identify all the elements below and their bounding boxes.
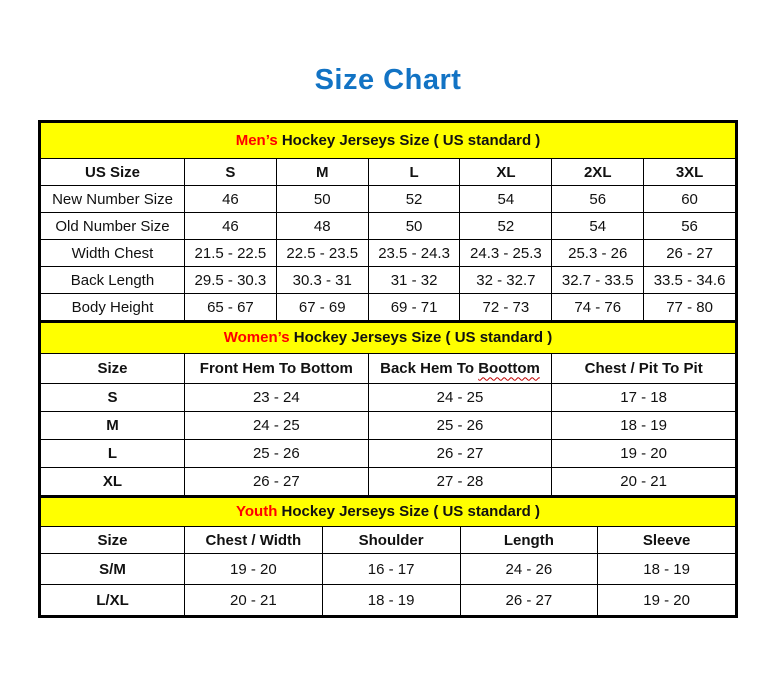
size-value-cell: 23 - 24 bbox=[185, 383, 369, 411]
size-value-cell: 48 bbox=[276, 213, 368, 240]
size-value-cell: 26 - 27 bbox=[460, 585, 598, 616]
column-header-front-hem-to-bottom: Front Hem To Bottom bbox=[185, 353, 369, 383]
size-value-cell: 30.3 - 31 bbox=[276, 267, 368, 294]
womens-row-xl bbox=[41, 467, 736, 495]
size-value-cell: 24 - 25 bbox=[368, 383, 552, 411]
youth-band-row bbox=[41, 497, 736, 527]
mens-row-old-number-size bbox=[41, 213, 736, 240]
womens-band-highlight: Women’s bbox=[223, 329, 290, 347]
size-value-cell: 50 bbox=[276, 186, 368, 213]
size-value-cell: 32 - 32.7 bbox=[460, 267, 552, 294]
mens-band-title bbox=[41, 123, 736, 159]
youth-size-table bbox=[40, 496, 736, 617]
size-value-cell: 33.5 - 34.6 bbox=[644, 267, 736, 294]
row-label-cell: L bbox=[41, 439, 185, 467]
size-tables-container bbox=[38, 120, 738, 618]
youth-row-s-m bbox=[41, 554, 736, 585]
size-value-cell: 77 - 80 bbox=[644, 294, 736, 321]
mens-row-width-chest bbox=[41, 240, 736, 267]
womens-band-title bbox=[41, 322, 736, 353]
womens-row-s bbox=[41, 383, 736, 411]
size-value-cell: 56 bbox=[644, 213, 736, 240]
misspelled-word: Boottom bbox=[478, 359, 540, 377]
size-value-cell: 17 - 18 bbox=[552, 383, 736, 411]
size-value-cell: 50 bbox=[368, 213, 460, 240]
column-header-xl: XL bbox=[460, 159, 552, 186]
womens-header-row bbox=[41, 353, 736, 383]
womens-band-row bbox=[41, 322, 736, 353]
row-label-cell: S bbox=[41, 383, 185, 411]
row-label-cell: Old Number Size bbox=[41, 213, 185, 240]
size-value-cell: 24 - 25 bbox=[185, 411, 369, 439]
column-header-sleeve: Sleeve bbox=[598, 527, 736, 554]
size-value-cell: 23.5 - 24.3 bbox=[368, 240, 460, 267]
size-value-cell: 20 - 21 bbox=[185, 585, 323, 616]
womens-size-table bbox=[40, 321, 736, 496]
size-value-cell: 19 - 20 bbox=[598, 585, 736, 616]
mens-row-new-number-size bbox=[41, 186, 736, 213]
row-label-cell: S/M bbox=[41, 554, 185, 585]
womens-row-l bbox=[41, 439, 736, 467]
mens-size-table bbox=[40, 122, 736, 321]
row-label-cell: XL bbox=[41, 467, 185, 495]
column-header-2xl: 2XL bbox=[552, 159, 644, 186]
row-label-cell: Body Height bbox=[41, 294, 185, 321]
size-value-cell: 26 - 27 bbox=[185, 467, 369, 495]
size-value-cell: 20 - 21 bbox=[552, 467, 736, 495]
size-value-cell: 18 - 19 bbox=[598, 554, 736, 585]
mens-band-highlight: Men’s bbox=[235, 132, 278, 149]
column-header-size: Size bbox=[41, 527, 185, 554]
size-value-cell: 56 bbox=[552, 186, 644, 213]
column-header-length: Length bbox=[460, 527, 598, 554]
youth-band-title bbox=[41, 497, 736, 527]
row-label-cell: Back Length bbox=[41, 267, 185, 294]
size-value-cell: 67 - 69 bbox=[276, 294, 368, 321]
size-value-cell: 54 bbox=[552, 213, 644, 240]
column-header-m: M bbox=[276, 159, 368, 186]
size-value-cell: 25.3 - 26 bbox=[552, 240, 644, 267]
mens-band-text: Hockey Jerseys Size ( US standard ) bbox=[277, 132, 541, 149]
size-value-cell: 16 - 17 bbox=[322, 554, 460, 585]
row-label-cell: M bbox=[41, 411, 185, 439]
size-value-cell: 24.3 - 25.3 bbox=[460, 240, 552, 267]
size-value-cell: 32.7 - 33.5 bbox=[552, 267, 644, 294]
size-value-cell: 24 - 26 bbox=[460, 554, 598, 585]
column-header-chest-width: Chest / Width bbox=[185, 527, 323, 554]
womens-row-m bbox=[41, 411, 736, 439]
youth-band-text: Hockey Jerseys Size ( US standard ) bbox=[277, 503, 540, 521]
size-value-cell: 46 bbox=[185, 186, 277, 213]
column-header-back-hem-to-boottom: Back Hem To Boottom bbox=[368, 353, 552, 383]
size-value-cell: 72 - 73 bbox=[460, 294, 552, 321]
size-value-cell: 74 - 76 bbox=[552, 294, 644, 321]
youth-header-row bbox=[41, 527, 736, 554]
size-value-cell: 31 - 32 bbox=[368, 267, 460, 294]
size-value-cell: 69 - 71 bbox=[368, 294, 460, 321]
size-value-cell: 27 - 28 bbox=[368, 467, 552, 495]
size-value-cell: 25 - 26 bbox=[368, 411, 552, 439]
size-value-cell: 52 bbox=[460, 213, 552, 240]
size-value-cell: 22.5 - 23.5 bbox=[276, 240, 368, 267]
size-value-cell: 18 - 19 bbox=[322, 585, 460, 616]
size-value-cell: 21.5 - 22.5 bbox=[185, 240, 277, 267]
size-value-cell: 18 - 19 bbox=[552, 411, 736, 439]
size-value-cell: 19 - 20 bbox=[552, 439, 736, 467]
size-value-cell: 60 bbox=[644, 186, 736, 213]
youth-band-highlight: Youth bbox=[236, 503, 278, 521]
size-value-cell: 65 - 67 bbox=[185, 294, 277, 321]
size-value-cell: 46 bbox=[185, 213, 277, 240]
mens-band-row bbox=[41, 123, 736, 159]
size-value-cell: 25 - 26 bbox=[185, 439, 369, 467]
column-header-l: L bbox=[368, 159, 460, 186]
row-label-cell: New Number Size bbox=[41, 186, 185, 213]
mens-header-row bbox=[41, 159, 736, 186]
column-header-us-size: US Size bbox=[41, 159, 185, 186]
page-title: Size Chart bbox=[314, 64, 462, 96]
column-header-3xl: 3XL bbox=[644, 159, 736, 186]
mens-row-back-length bbox=[41, 267, 736, 294]
size-value-cell: 52 bbox=[368, 186, 460, 213]
column-header-shoulder: Shoulder bbox=[322, 527, 460, 554]
size-value-cell: 29.5 - 30.3 bbox=[185, 267, 277, 294]
column-header-s: S bbox=[185, 159, 277, 186]
size-value-cell: 19 - 20 bbox=[185, 554, 323, 585]
size-value-cell: 54 bbox=[460, 186, 552, 213]
youth-row-l-xl bbox=[41, 585, 736, 616]
column-header-size: Size bbox=[41, 353, 185, 383]
womens-band-text: Hockey Jerseys Size ( US standard ) bbox=[289, 329, 553, 347]
row-label-cell: Width Chest bbox=[41, 240, 185, 267]
column-header-chest-pit-to-pit: Chest / Pit To Pit bbox=[552, 353, 736, 383]
size-value-cell: 26 - 27 bbox=[644, 240, 736, 267]
mens-row-body-height bbox=[41, 294, 736, 321]
row-label-cell: L/XL bbox=[41, 585, 185, 616]
size-value-cell: 26 - 27 bbox=[368, 439, 552, 467]
